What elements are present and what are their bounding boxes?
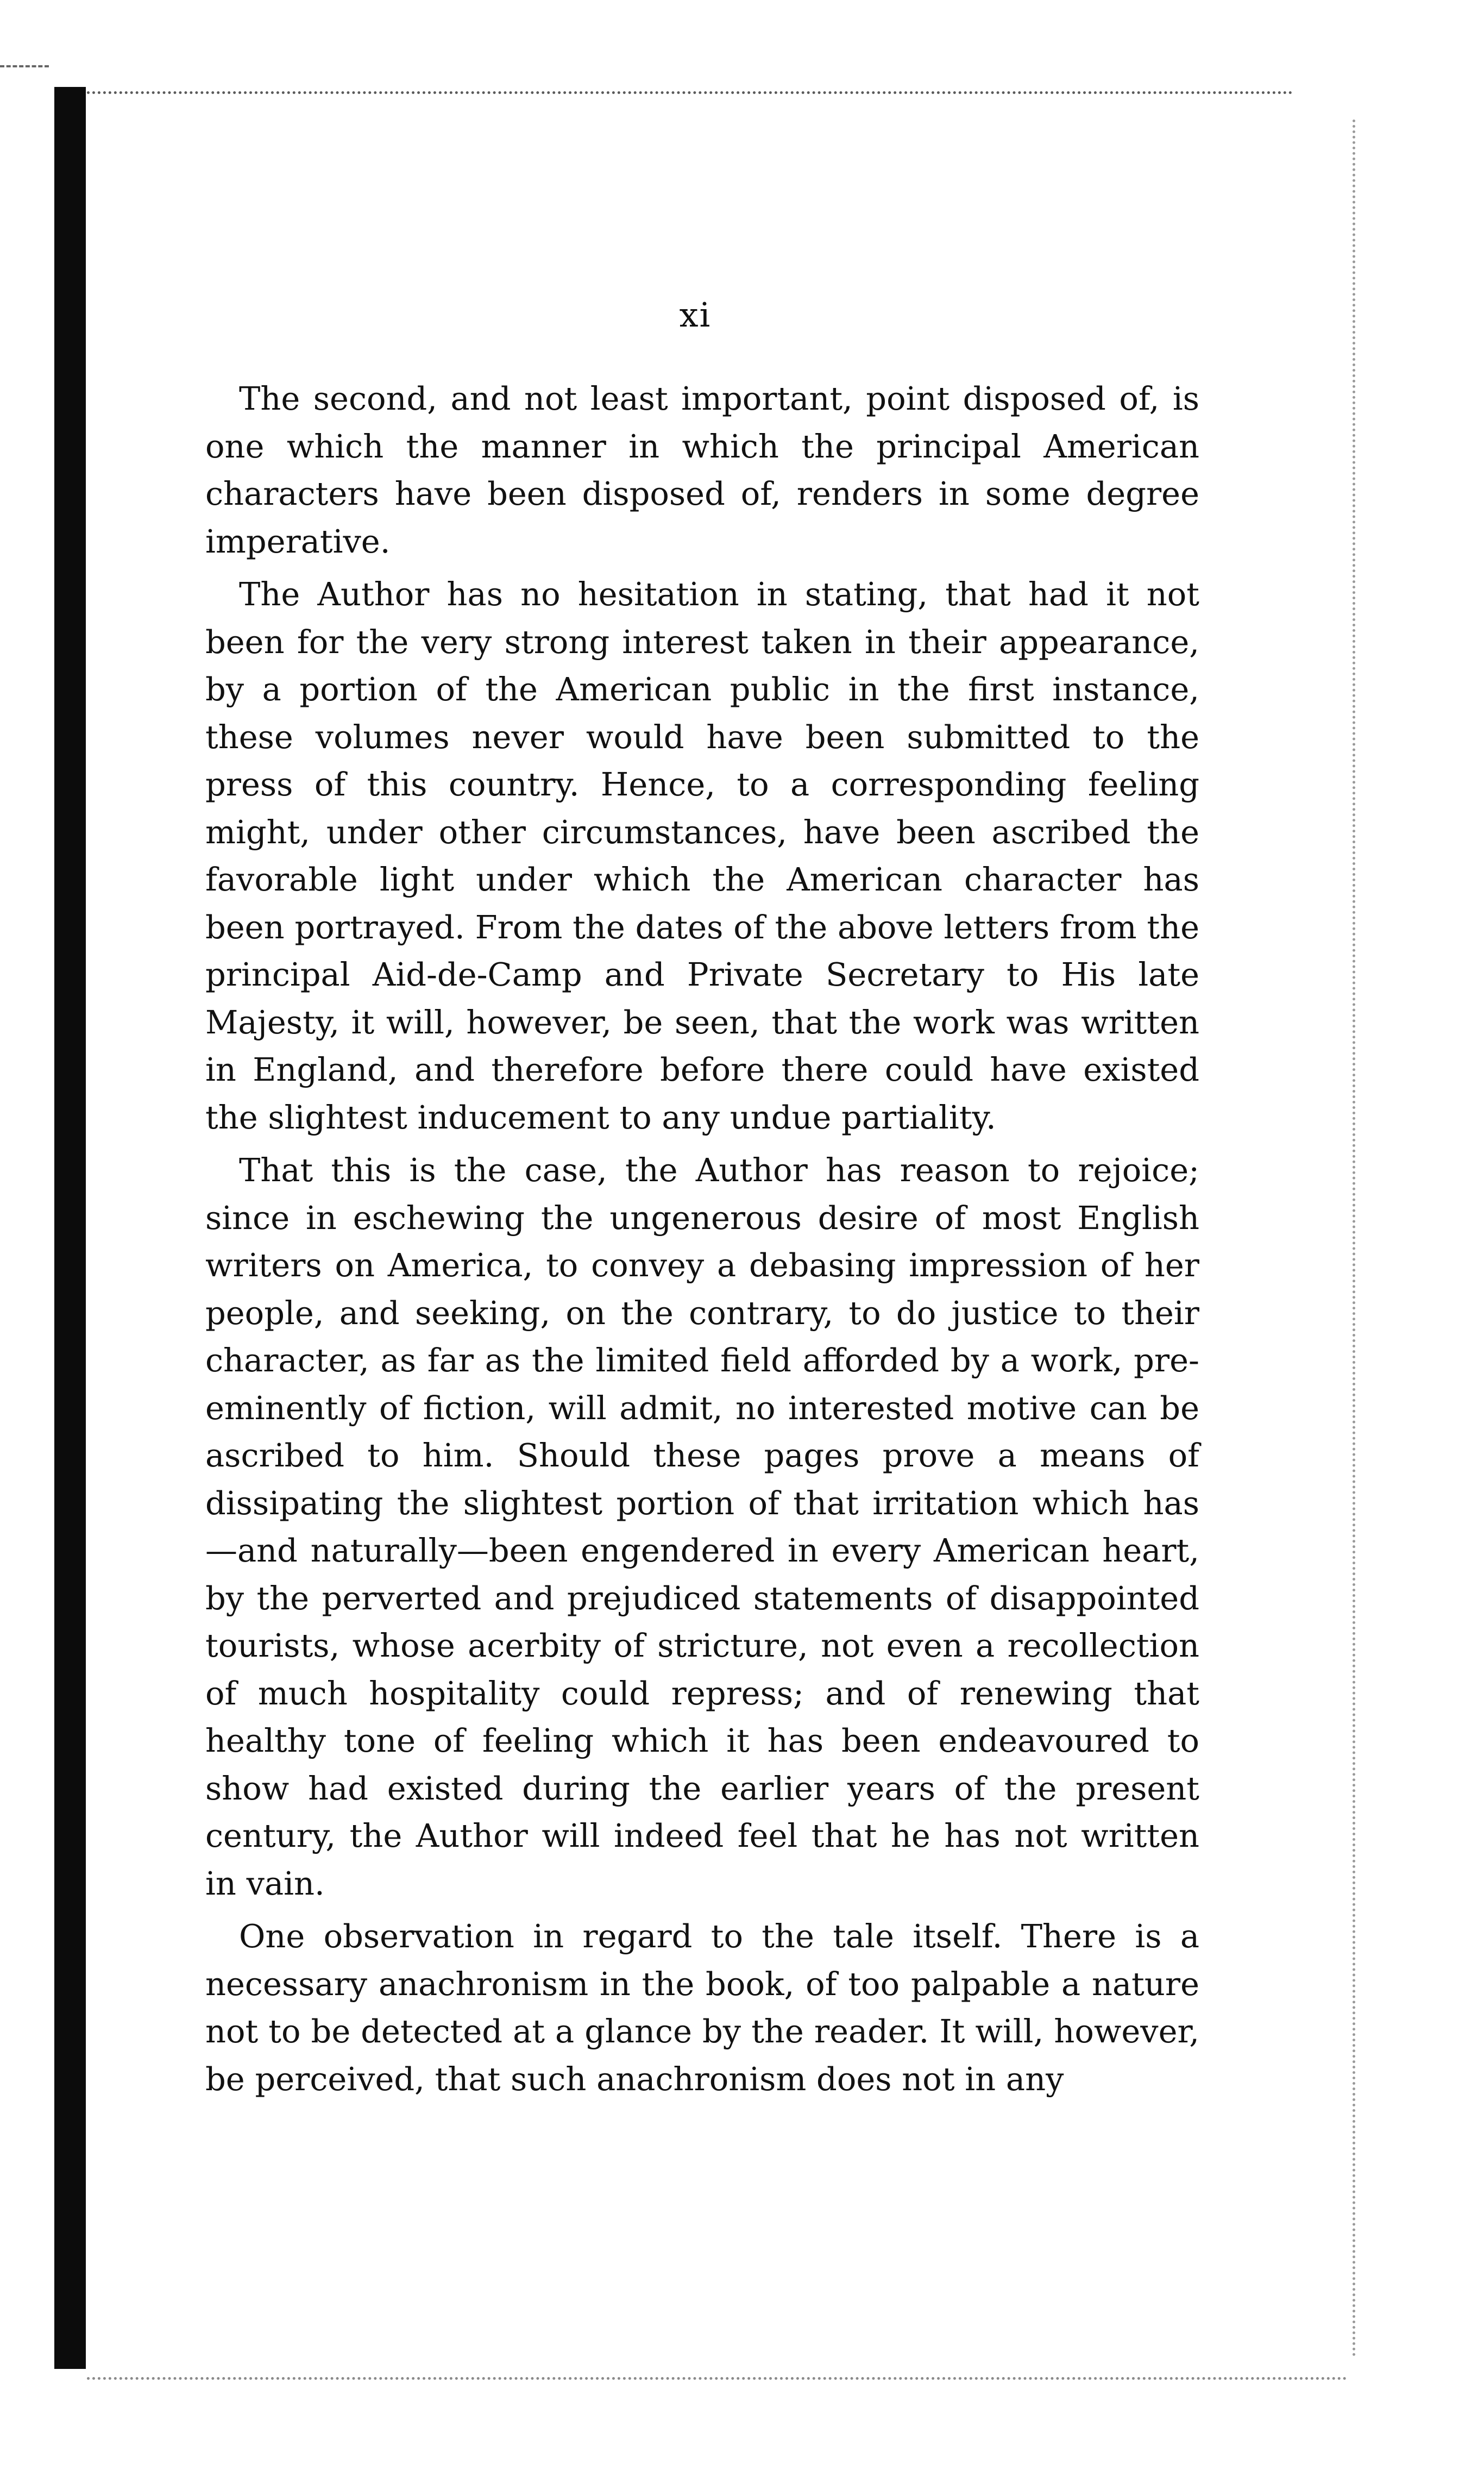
top-page-edge xyxy=(87,91,1293,94)
bottom-page-edge xyxy=(87,2377,1347,2380)
book-spine-shadow xyxy=(54,87,86,2369)
page-number: xi xyxy=(679,295,712,335)
paragraph: One observation in regard to the tale itself. There is a necessary anachronism in the book, of too palpable a nature not to be detected at a glance by the reader. It will, however, be perceived, that such anachronism does not in any xyxy=(205,1917,1199,2098)
right-page-edge xyxy=(1353,120,1355,2358)
paragraph: The Author has no hesitation in stating, that had it not been for the very strong interest taken in their appearance, by a portion of the American public in the first instance, these volumes never would have been submitted to the press of this country. Hence, to a corresponding feeling might, under other circumstances, have been ascribed the favorable light under which the American character has been portrayed. From the dates of the above letters from the principal Aid-de-Camp and Private Secretary to His late Majesty, it will, however, be seen, that the work was written in England, and therefore before there could have existed the slightest inducement to any undue partiality. xyxy=(205,575,1199,1136)
paragraph: The second, and not least important, point disposed of, is one which the manner in which the principal American characters have been disposed of, renders in some degree imperative. xyxy=(205,380,1199,560)
paragraph: That this is the case, the Author has reason to rejoice; since in eschewing the ungenerous desire of most English writers on America, to convey a debasing impression of her people, and seeking, on the contrary, to do justice to their character, as far as the limited field afforded by a work, pre-eminently of fiction, will admit, no interested motive can be ascribed to him. Should these pages prove a means of dissipating the slightest portion of that irritation which has —and naturally—been engendered in every American heart, by the perverted and prejudiced statements of disappointed tourists, whose acerbity of stricture, not even a recollection of much hospitality could repress; and of renewing that healthy tone of feeling which it has been endeavoured to show had existed during the earlier years of the present century, the Author will indeed feel that he has not written in vain. xyxy=(205,1151,1199,1902)
scan-corner-mark xyxy=(0,65,49,67)
body-text xyxy=(205,375,1199,2108)
